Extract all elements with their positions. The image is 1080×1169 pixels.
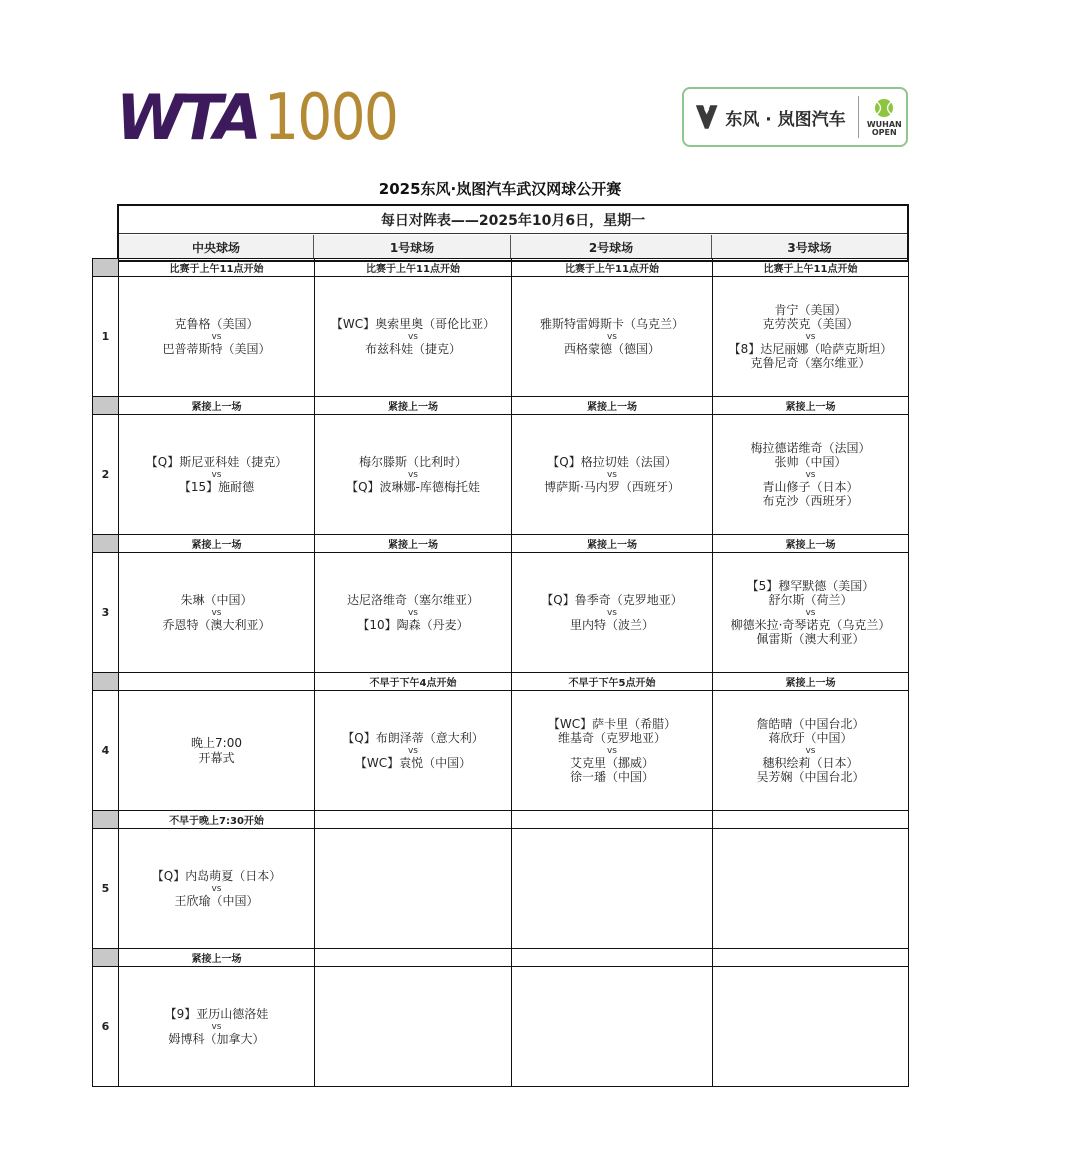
wta-logo-number: 1000 (263, 81, 398, 155)
match-cell (314, 828, 511, 948)
player-name: 张帅（中国） (774, 455, 847, 469)
match-cell (511, 966, 712, 1086)
versus-label: vs (805, 331, 816, 342)
match-cell (712, 276, 909, 396)
match-start-time: 比赛于上午11点开始 (314, 258, 511, 276)
match-cell (712, 690, 909, 810)
match-start-time (511, 810, 712, 828)
match-row (92, 414, 909, 534)
match-order-number: 5 (92, 828, 118, 948)
match-cell (511, 690, 712, 810)
player-name: 巴普蒂斯特（美国） (162, 341, 271, 356)
match-order-number: 3 (92, 552, 118, 672)
match-row (92, 690, 909, 810)
match-cell (511, 414, 712, 534)
player-name: 【Q】鲁季奇（克罗地亚） (541, 593, 683, 607)
match-start-time: 比赛于上午11点开始 (712, 258, 909, 276)
versus-label: vs (407, 469, 418, 480)
match-start-time: 紧接上一场 (712, 396, 909, 414)
match-start-time: 比赛于上午11点开始 (511, 258, 712, 276)
versus-label: vs (805, 469, 816, 480)
court-header-1: 1号球场 (314, 235, 511, 259)
player-name: 开幕式 (198, 750, 235, 765)
versus-label: vs (407, 607, 418, 618)
player-name: 【5】穆罕默德（美国） (746, 578, 875, 593)
match-start-band-row (92, 948, 909, 966)
wuhan-open-logo (863, 92, 906, 142)
player-name: 肯宁（美国） (774, 302, 847, 317)
versus-label: vs (211, 883, 222, 894)
player-name: 【9】亚历山德洛娃 (164, 1007, 269, 1021)
player-name: 克鲁格（美国） (174, 317, 259, 331)
match-start-time: 紧接上一场 (118, 396, 314, 414)
sponsor-divider (858, 96, 859, 138)
voyah-wing-icon (694, 100, 719, 134)
match-start-time: 紧接上一场 (511, 534, 712, 552)
match-row (92, 276, 909, 396)
match-cell (118, 828, 314, 948)
player-name: 【Q】波琳娜-库德梅托娃 (346, 479, 480, 494)
schedule-subtitle: 每日对阵表——2025年10月6日，星期一 (119, 206, 907, 234)
player-name: 【Q】内岛萌夏（日本） (151, 869, 282, 883)
player-name: 西格蒙德（德国） (563, 341, 660, 356)
row-index-band (92, 258, 118, 276)
match-row (92, 966, 909, 1086)
row-index-band (92, 396, 118, 414)
match-start-time (712, 948, 909, 966)
player-name: 乔恩特（澳大利亚） (162, 617, 271, 632)
match-start-band-row (92, 258, 909, 276)
grid-bottom-border (92, 1086, 909, 1087)
player-name: 达尼洛维奇（塞尔维亚） (346, 593, 479, 607)
player-name: 维基奇（克罗地亚） (557, 731, 666, 745)
schedule-grid (92, 258, 909, 1087)
versus-label: vs (606, 745, 617, 756)
match-start-time: 不早于下午5点开始 (511, 672, 712, 690)
court-header-center: 中央球场 (119, 235, 314, 259)
player-name: 【8】达尼丽娜（哈萨克斯坦） (728, 341, 893, 356)
player-name: 穗积绘莉（日本） (762, 755, 859, 770)
match-cell (314, 414, 511, 534)
row-index-band (92, 672, 118, 690)
match-start-time: 紧接上一场 (314, 534, 511, 552)
versus-label: vs (805, 607, 816, 618)
player-name: 柳德米拉·奇琴诺克（乌克兰） (730, 617, 891, 632)
player-name: 舒尔斯（荷兰） (768, 593, 853, 607)
match-start-time (712, 810, 909, 828)
match-cell (314, 276, 511, 396)
player-name: 姆博科（加拿大） (168, 1031, 265, 1046)
match-start-time: 紧接上一场 (712, 534, 909, 552)
match-cell (118, 414, 314, 534)
player-name: 青山修子（日本） (762, 479, 859, 494)
versus-label: vs (407, 745, 418, 756)
match-start-time: 紧接上一场 (314, 396, 511, 414)
row-index-band (92, 810, 118, 828)
match-cell (511, 552, 712, 672)
match-cell (712, 966, 909, 1086)
sponsor-brand-name: 东风 · 岚图汽车 (725, 109, 846, 130)
match-start-time: 不早于晚上7:30开始 (118, 810, 314, 828)
player-name: 晚上7:00 (191, 736, 242, 750)
match-row (92, 828, 909, 948)
match-cell (511, 828, 712, 948)
player-name: 布兹科娃（捷克） (364, 341, 461, 356)
match-start-time (314, 948, 511, 966)
player-name: 【Q】格拉切娃（法国） (547, 455, 677, 469)
player-name: 艾克里（挪威） (569, 755, 654, 770)
player-name: 梅尔滕斯（比利时） (358, 455, 467, 469)
match-cell (314, 690, 511, 810)
match-cell (118, 966, 314, 1086)
player-name: 【WC】袁悦（中国） (354, 755, 472, 770)
player-name: 詹皓晴（中国台北） (756, 716, 865, 731)
versus-label: vs (211, 607, 222, 618)
player-name: 蒋欣玗（中国） (768, 731, 853, 745)
versus-label: vs (211, 331, 222, 342)
court-header-3: 3号球场 (712, 235, 907, 259)
player-name: 佩雷斯（澳大利亚） (756, 632, 865, 646)
versus-label: vs (606, 331, 617, 342)
match-start-time: 紧接上一场 (712, 672, 909, 690)
match-order-number: 6 (92, 966, 118, 1086)
match-start-time: 比赛于上午11点开始 (118, 258, 314, 276)
row-index-band (92, 948, 118, 966)
match-start-time: 紧接上一场 (511, 396, 712, 414)
versus-label: vs (407, 331, 418, 342)
match-start-time: 紧接上一场 (118, 948, 314, 966)
match-cell (118, 276, 314, 396)
match-start-time (314, 810, 511, 828)
court-header-2: 2号球场 (511, 235, 712, 259)
match-cell (118, 552, 314, 672)
match-cell (314, 966, 511, 1086)
player-name: 吴芳娴（中国台北） (756, 770, 865, 784)
player-name: 【15】施耐德 (178, 479, 255, 494)
match-cell (511, 276, 712, 396)
court-header-row (119, 235, 907, 259)
match-start-band-row (92, 396, 909, 414)
player-name: 博萨斯·马内罗（西班牙） (544, 479, 680, 494)
match-start-band-row (92, 672, 909, 690)
match-cell (712, 828, 909, 948)
match-cell (712, 414, 909, 534)
match-start-time: 紧接上一场 (118, 534, 314, 552)
tennis-ball-icon (871, 97, 897, 121)
match-order-number: 4 (92, 690, 118, 810)
versus-label: vs (805, 745, 816, 756)
tournament-title: 2025东风·岚图汽车武汉网球公开赛 (378, 180, 622, 198)
wta-1000-logo (116, 81, 419, 155)
versus-label: vs (211, 1021, 222, 1032)
match-start-time (118, 672, 314, 690)
player-name: 【Q】布朗泽蒂（意大利） (342, 731, 484, 745)
player-name: 布克沙（西班牙） (762, 494, 859, 508)
player-name: 雅斯特雷姆斯卡（乌克兰） (539, 317, 684, 331)
player-name: 王欣瑜（中国） (174, 893, 259, 908)
player-name: 克劳茨克（美国） (762, 317, 859, 331)
match-order-number: 1 (92, 276, 118, 396)
match-cell (118, 690, 314, 810)
player-name: 梅拉德诺维奇（法国） (750, 440, 871, 455)
player-name: 克鲁尼奇（塞尔维亚） (750, 356, 871, 370)
wuhan-open-text-1: WUHAN (866, 120, 902, 129)
player-name: 【Q】斯尼亚科娃（捷克） (145, 455, 288, 469)
match-cell (712, 552, 909, 672)
versus-label: vs (211, 469, 222, 480)
player-name: 里内特（波兰） (569, 617, 654, 632)
sponsor-logo (682, 87, 908, 147)
wta-logo-text: WTA (116, 81, 258, 154)
versus-label: vs (606, 607, 617, 618)
player-name: 【10】陶森（丹麦） (357, 617, 469, 632)
row-index-band (92, 534, 118, 552)
wuhan-open-text-2: OPEN (871, 128, 897, 137)
match-cell (314, 552, 511, 672)
match-start-band-row (92, 810, 909, 828)
match-order-number: 2 (92, 414, 118, 534)
versus-label: vs (606, 469, 617, 480)
match-start-time: 不早于下午4点开始 (314, 672, 511, 690)
player-name: 朱琳（中国） (180, 593, 253, 607)
match-start-band-row (92, 534, 909, 552)
player-name: 徐一璠（中国） (569, 770, 654, 784)
match-row (92, 552, 909, 672)
player-name: 【WC】奥索里奥（哥伦比亚） (330, 317, 496, 331)
player-name: 【WC】萨卡里（希腊） (547, 716, 677, 731)
match-start-time (511, 948, 712, 966)
